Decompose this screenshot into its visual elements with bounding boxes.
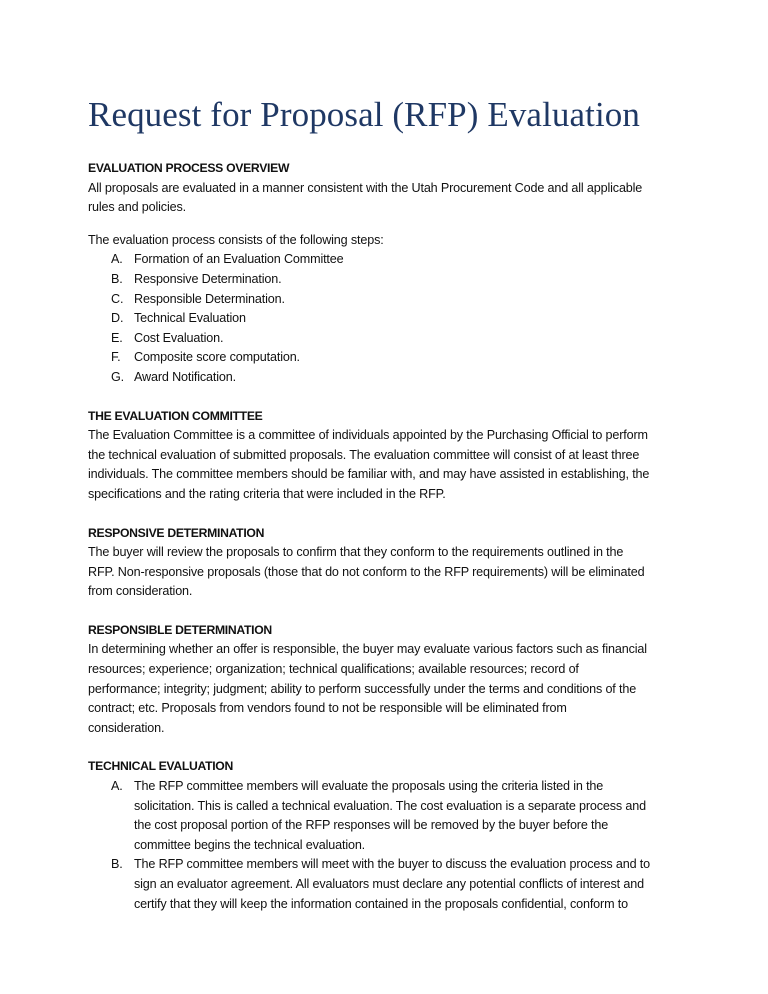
list-marker: E. [111,330,123,345]
text-line: The RFP committee members will evaluate the proposals using the criteria listed in the [134,779,604,794]
list-marker: C. [111,291,124,306]
list-item [88,329,688,349]
list-marker: B. [111,857,123,872]
section-heading: TECHNICAL EVALUATION [88,759,233,774]
document-title: Request for Proposal (RFP) Evaluation [88,95,640,134]
responsible-paragraph [88,640,688,738]
steps-list [88,250,688,387]
text-line: The Evaluation Committee is a committee of individuals appointed by the Purchasing Official to perform [88,428,648,443]
text-line: sign an evaluator agreement. All evaluators must declare any potential conflicts of interest and [134,877,644,891]
overview-paragraph [88,179,688,218]
section-evaluation-process-overview [88,159,688,388]
text-line: rules and policies. [88,200,186,215]
text-line: contract; etc. Proposals from vendors found to not be responsible will be eliminated from [88,701,567,716]
text-line: specifications and the rating criteria that were included in the RFP. [88,486,446,501]
section-evaluation-committee [88,407,688,505]
committee-paragraph [88,426,688,504]
text-line: All proposals are evaluated in a manner consistent with the Utah Procurement Code and all applicable [88,180,643,195]
list-marker: A. [111,252,123,267]
text-line: resources; experience; organization; technical qualifications; available resources; record of [88,662,579,677]
text-line: the cost proposal portion of the RFP responses will be removed by the buyer before the [134,818,609,833]
text-line: consideration. [88,720,165,735]
section-heading: THE EVALUATION COMMITTEE [88,408,263,423]
text-line: committee begins the technical evaluation. [134,837,366,852]
list-item [88,348,688,368]
list-item-text: Award Notification. [134,369,236,384]
list-item [88,777,688,855]
list-item [88,309,688,329]
section-heading: EVALUATION PROCESS OVERVIEW [88,161,290,175]
section-heading: RESPONSIVE DETERMINATION [88,525,265,540]
list-marker: G. [111,369,124,384]
steps-intro: The evaluation process consists of the following steps: [88,232,384,247]
list-item-text: Formation of an Evaluation Committee [134,252,344,267]
text-line: the technical evaluation of submitted proposals. The evaluation committee will consist of at least three [88,447,640,462]
section-technical-evaluation [88,757,688,914]
list-marker: B. [111,271,123,286]
list-item [88,250,688,270]
text-line: solicitation. This is called a technical evaluation. The cost evaluation is a separate process and [134,798,646,813]
list-item-text: Responsible Determination. [134,291,285,306]
list-item [88,290,688,310]
text-line: from consideration. [88,584,193,599]
list-item-text: Technical Evaluation [134,311,246,326]
text-line: In determining whether an offer is responsible, the buyer may evaluate various factors such as financial [88,642,647,657]
list-marker: D. [111,311,124,326]
list-item-text: Responsive Determination. [134,271,282,286]
section-responsible-determination [88,621,688,739]
text-line: The buyer will review the proposals to confirm that they conform to the requirements outlined in the [88,545,624,560]
list-marker: F. [111,350,121,365]
section-responsive-determination [88,524,688,602]
list-item [88,368,688,388]
document-body [88,159,688,933]
list-item-text: Cost Evaluation. [134,330,224,345]
text-line: The RFP committee members will meet with the buyer to discuss the evaluation process and to [134,857,650,872]
text-line: individuals. The committee members should be familiar with, and may have assisted in establishing, the [88,467,650,482]
text-line: RFP. Non-responsive proposals (those that do not conform to the RFP requirements) will be eliminated [88,564,645,579]
list-marker: A. [111,779,123,794]
section-heading: RESPONSIBLE DETERMINATION [88,622,272,637]
text-line: certify that they will keep the information contained in the proposals confidential, conform to [134,896,628,911]
text-line: performance; integrity; judgment; ability to perform successfully under the terms and conditions of the [88,681,637,696]
list-item [88,270,688,290]
responsive-paragraph [88,543,688,602]
list-item-text: Composite score computation. [134,350,300,365]
list-item [88,855,688,914]
technical-steps-list [88,777,688,914]
